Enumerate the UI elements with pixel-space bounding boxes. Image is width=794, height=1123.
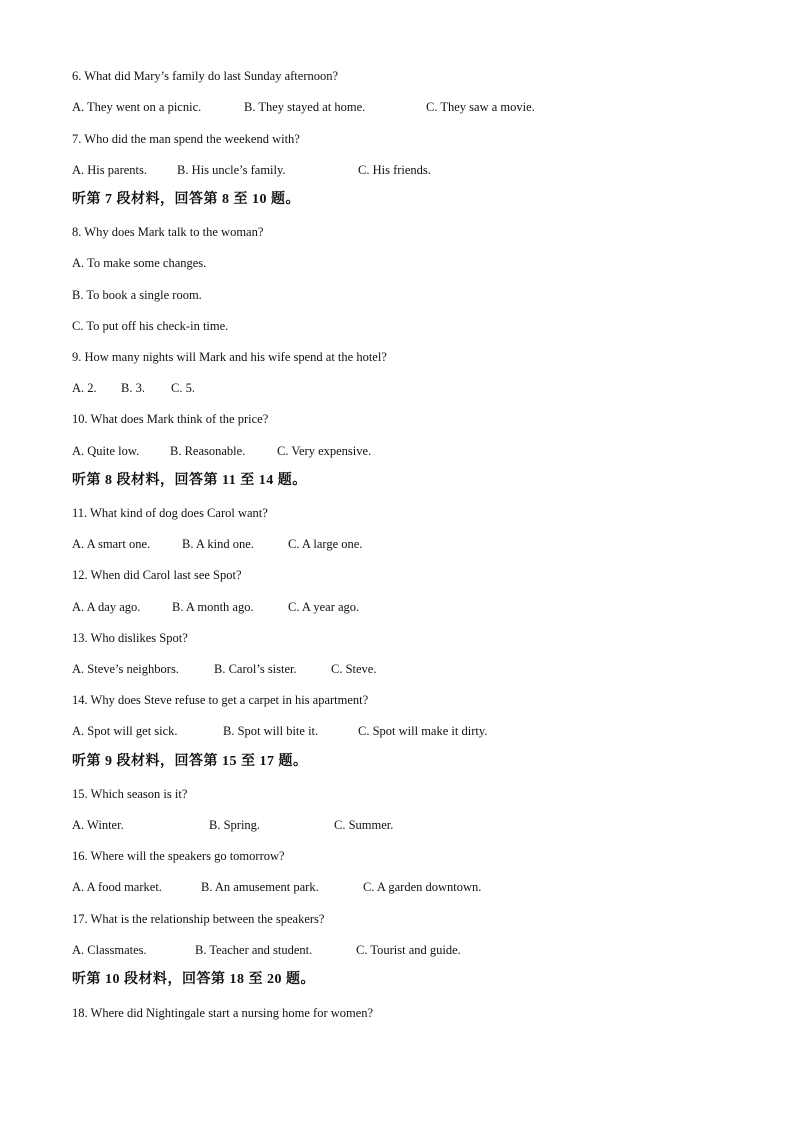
option-8c: C. To put off his check-in time. [72,319,229,333]
option-a: A. Steve’s neighbors. [72,662,179,676]
question-12: 12. When did Carol last see Spot? [72,568,242,582]
question-18: 18. Where did Nightingale start a nursing home for women? [72,1006,374,1020]
option-a: A. His parents. [72,163,147,177]
question-13: 13. Who dislikes Spot? [72,631,188,645]
question-8: 8. Why does Mark talk to the woman? [72,225,264,239]
option-b: B. 3. [121,381,145,395]
option-b: B. They stayed at home. [244,100,366,114]
question-15: 15. Which season is it? [72,787,188,801]
question-6: 6. What did Mary’s family do last Sunday afternoon? [72,69,339,83]
question-17: 17. What is the relationship between the speakers? [72,912,325,926]
option-b: B. Spring. [209,818,261,832]
option-c: C. 5. [171,381,195,395]
section-heading-10: 听第 10 段材料，回答第 18 至 20 题。 [72,972,315,987]
option-a: A. A day ago. [72,600,141,614]
option-a: A. They went on a picnic. [72,100,202,114]
option-b: B. Teacher and student. [195,943,313,957]
question-11: 11. What kind of dog does Carol want? [72,506,268,520]
option-a: A. Spot will get sick. [72,724,178,738]
option-a: A. Winter. [72,818,124,832]
option-c: C. Spot will make it dirty. [358,724,488,738]
question-9: 9. How many nights will Mark and his wife spend at the hotel? [72,350,387,364]
option-c: C. A garden downtown. [363,880,482,894]
option-b: B. Carol’s sister. [214,662,297,676]
option-8a: A. To make some changes. [72,256,207,270]
option-b: B. An amusement park. [201,880,319,894]
option-c: C. Steve. [331,662,377,676]
question-16: 16. Where will the speakers go tomorrow? [72,849,285,863]
option-b: B. A kind one. [182,537,254,551]
option-b: B. Reasonable. [170,444,246,458]
option-8b: B. To book a single room. [72,288,202,302]
question-14: 14. Why does Steve refuse to get a carpet in his apartment? [72,693,369,707]
section-heading-8: 听第 8 段材料，回答第 11 至 14 题。 [72,473,307,488]
option-a: A. A food market. [72,880,162,894]
option-c: C. A year ago. [288,600,360,614]
question-10: 10. What does Mark think of the price? [72,412,269,426]
option-c: C. Very expensive. [277,444,372,458]
option-c: C. A large one. [288,537,363,551]
option-a: A. Quite low. [72,444,140,458]
option-b: B. Spot will bite it. [223,724,319,738]
question-7: 7. Who did the man spend the weekend with? [72,132,300,146]
option-a: A. A smart one. [72,537,151,551]
option-c: C. They saw a movie. [426,100,535,114]
section-heading-9: 听第 9 段材料，回答第 15 至 17 题。 [72,754,308,769]
option-b: B. His uncle’s family. [177,163,286,177]
option-c: C. Summer. [334,818,394,832]
option-b: B. A month ago. [172,600,254,614]
option-a: A. Classmates. [72,943,147,957]
option-c: C. Tourist and guide. [356,943,461,957]
option-c: C. His friends. [358,163,431,177]
section-heading-7: 听第 7 段材料，回答第 8 至 10 题。 [72,192,300,207]
option-a: A. 2. [72,381,97,395]
